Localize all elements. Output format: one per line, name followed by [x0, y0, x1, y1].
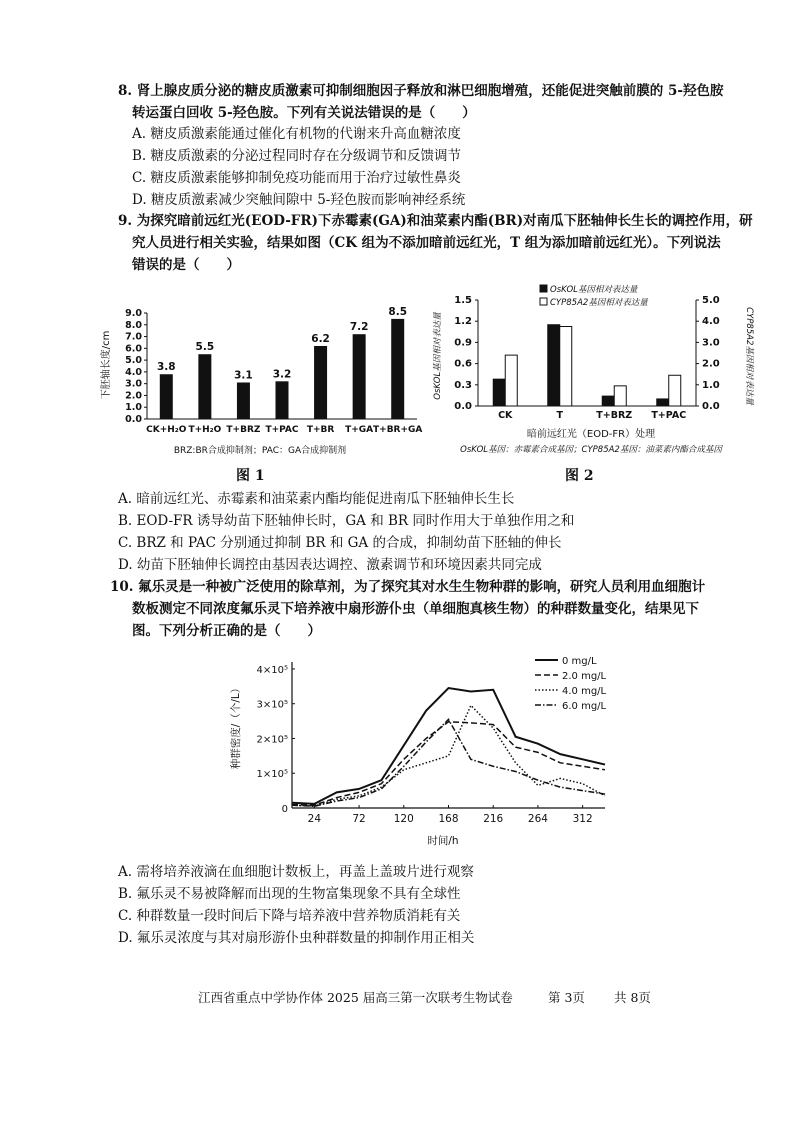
q9-stem-line1: 9. 为探究暗前远红光(EOD-FR)下赤霉素(GA)和油菜素内酯(BR)对南瓜下胚轴伸长生长的调控作用，研	[118, 213, 753, 229]
fig1-y-tick-label: 5.0	[125, 355, 142, 367]
fig1-value-label: 6.2	[311, 332, 330, 345]
footer-title: 江西省重点中学协作体 2025 届高三第一次联考生物试卷	[198, 990, 513, 1005]
fig1-note: BRZ:BR合成抑制剂；PAC：GA合成抑制剂	[173, 446, 347, 456]
fig2-left-tick-label: 0.9	[454, 337, 472, 349]
q10-stem-line3: 图。下列分析正确的是（ ）	[132, 623, 321, 639]
fig1-y-tick-label: 1.0	[125, 402, 142, 414]
fig3-x-tick-label: 312	[572, 813, 593, 825]
fig2-left-tick-label: 0.3	[454, 379, 472, 391]
fig3-x-tick-label: 168	[438, 813, 459, 825]
fig3-x-tick-label: 216	[483, 813, 504, 825]
fig2-x-tick-label: T+PAC	[651, 410, 687, 421]
fig2-right-tick-label: 2.0	[702, 358, 720, 370]
fig3-y-tick-label: 3×10⁵	[256, 699, 288, 711]
q8-stem-line2: 转运蛋白回收 5-羟色胺。下列有关说法错误的是（ ）	[132, 105, 476, 121]
q10-stem-line2: 数板测定不同浓度氟乐灵下培养液中扇形游仆虫（单细胞真核生物）的种群数量变化，结果见下	[132, 601, 699, 617]
q9-option-d: D. 幼苗下胚轴伸长调控由基因表达调控、激素调节和环境因素共同完成	[118, 557, 542, 573]
q8-option-c: C. 糖皮质激素能够抑制免疫功能而用于治疗过敏性鼻炎	[132, 170, 461, 186]
fig3-xlabel: 时间/h	[427, 835, 459, 847]
fig1-x-tick-label: T+BR	[306, 425, 335, 435]
fig2-legend-label: CYP85A2基因相对表达量	[550, 298, 648, 308]
figure3-line-chart	[225, 648, 625, 848]
fig2-left-tick-label: 0.0	[454, 401, 472, 412]
footer-page: 第 3页	[548, 990, 585, 1005]
fig1-y-tick-label: 0.0	[125, 414, 142, 425]
fig2-ylabel-left: OsKOL基因相对表达量	[433, 312, 443, 400]
fig2-x-tick-label: T+BRZ	[596, 410, 633, 421]
fig1-bar	[237, 382, 250, 419]
figure1-caption: 图 1	[236, 468, 265, 484]
fig2-right-tick-label: 4.0	[702, 316, 720, 328]
q8-option-a: A. 糖皮质激素能通过催化有机物的代谢来升高血糖浓度	[132, 126, 461, 142]
fig1-ylabel: 下胚轴长度/cm	[101, 330, 112, 400]
fig2-bar-cyp85a2	[669, 375, 681, 406]
fig2-legend-swatch	[540, 285, 547, 292]
fig2-bar-cyp85a2	[614, 386, 626, 406]
fig3-y-tick-label: 1×10⁵	[256, 769, 288, 781]
q9-option-c: C. BRZ 和 PAC 分别通过抑制 BR 和 GA 的合成，抑制幼苗下胚轴的伸长	[118, 535, 562, 551]
fig2-right-tick-label: 1.0	[702, 379, 720, 391]
fig2-right-tick-label: 0.0	[702, 401, 720, 412]
q10-option-d: D. 氟乐灵浓度与其对扇形游仆虫种群数量的抑制作用正相关	[118, 930, 475, 946]
fig1-y-tick-label: 9.0	[125, 308, 142, 319]
fig3-legend-label: 0 mg/L	[562, 656, 597, 667]
fig1-value-label: 3.1	[234, 369, 253, 382]
fig1-x-tick-label: T+GA	[345, 425, 374, 435]
fig1-x-tick-label: T+BRZ	[226, 425, 261, 435]
fig2-ylabel-right: CYP85A2基因相对表达量	[744, 307, 754, 405]
fig3-series-line	[292, 719, 605, 806]
fig3-y-tick-label: 2×10⁵	[256, 734, 288, 746]
fig1-y-tick-label: 6.0	[125, 343, 142, 355]
fig2-right-tick-label: 5.0	[702, 295, 720, 306]
fig3-x-tick-label: 120	[393, 813, 414, 825]
fig1-bar	[160, 374, 173, 419]
fig2-xlabel: 暗前远红光（EOD-FR）处理	[526, 429, 656, 440]
fig1-value-label: 5.5	[195, 341, 215, 354]
fig1-x-tick-label: T+BR+GA	[373, 425, 423, 435]
figure1-bar-chart	[95, 285, 425, 460]
fig3-ylabel: 种群密度/（个/L）	[230, 682, 242, 770]
q8-stem-line1: 8. 肾上腺皮质分泌的糖皮质激素可抑制细胞因子释放和淋巴细胞增殖，还能促进突触前膜的 5-羟色胺	[118, 83, 724, 99]
fig1-value-label: 8.5	[388, 305, 408, 318]
figure2-caption: 图 2	[565, 468, 594, 484]
q10-stem-line1: 10. 氟乐灵是一种被广泛使用的除草剂，为了探究其对水生生物种群的影响，研究人员利用血细胞计	[110, 579, 706, 595]
q8-option-d: D. 糖皮质激素减少突触间隙中 5-羟色胺而影响神经系统	[132, 192, 466, 208]
footer-total: 共 8页	[614, 990, 651, 1005]
fig1-bar	[276, 381, 289, 419]
fig1-value-label: 3.8	[156, 361, 176, 374]
fig1-x-tick-label: CK+H₂O	[146, 425, 187, 435]
fig2-note: OsKOL基因：赤霉素合成基因；CYP85A2基因：油菜素内酯合成基因	[460, 445, 722, 455]
fig1-x-tick-label: T+PAC	[265, 425, 299, 435]
fig2-bar-oskol	[493, 379, 505, 406]
fig3-x-tick-label: 72	[352, 813, 366, 825]
fig2-x-tick-label: CK	[498, 410, 513, 421]
fig1-y-tick-label: 4.0	[125, 366, 142, 378]
fig3-y-tick-label: 0	[281, 804, 288, 815]
fig1-y-tick-label: 3.0	[125, 378, 142, 390]
q9-stem-line2: 究人员进行相关实验，结果如图（CK 组为不添加暗前远红光，T 组为添加暗前远红光）。下列说法	[132, 235, 721, 251]
fig1-y-tick-label: 2.0	[125, 390, 142, 402]
fig3-x-tick-label: 264	[527, 813, 548, 825]
fig1-y-tick-label: 8.0	[125, 319, 142, 331]
fig1-bar	[314, 346, 327, 419]
fig2-bar-oskol	[548, 325, 560, 406]
q9-option-b: B. EOD-FR 诱导幼苗下胚轴伸长时，GA 和 BR 同时作用大于单独作用之和	[118, 513, 575, 529]
q10-option-a: A. 需将培养液滴在血细胞计数板上，再盖上盖玻片进行观察	[118, 864, 474, 880]
fig1-bar	[198, 354, 211, 419]
fig3-legend-label: 2.0 mg/L	[562, 671, 607, 682]
fig2-left-tick-label: 1.2	[454, 316, 472, 328]
fig2-bar-cyp85a2	[560, 327, 572, 407]
fig2-right-tick-label: 3.0	[702, 337, 720, 349]
q9-option-a: A. 暗前远红光、赤霉素和油菜素内酯均能促进南瓜下胚轴伸长生长	[118, 491, 515, 507]
fig1-x-tick-label: T+H₂O	[188, 425, 222, 435]
fig3-legend-label: 4.0 mg/L	[562, 686, 607, 697]
fig1-value-label: 7.2	[349, 321, 369, 334]
fig2-bar-oskol	[657, 399, 669, 406]
fig2-legend-swatch	[540, 298, 547, 305]
fig1-bar	[391, 319, 404, 419]
q8-option-b: B. 糖皮质激素的分泌过程同时存在分级调节和反馈调节	[132, 148, 462, 164]
fig1-value-label: 3.2	[272, 368, 292, 381]
fig3-x-tick-label: 24	[307, 813, 322, 825]
fig2-left-tick-label: 1.5	[454, 295, 472, 306]
fig1-bar	[353, 334, 366, 419]
q10-option-c: C. 种群数量一段时间后下降与培养液中营养物质消耗有关	[118, 908, 461, 924]
fig1-y-tick-label: 7.0	[125, 331, 142, 343]
q10-option-b: B. 氟乐灵不易被降解而出现的生物富集现象不具有全球性	[118, 886, 461, 902]
fig2-left-tick-label: 0.6	[454, 358, 472, 370]
fig3-legend-label: 6.0 mg/L	[562, 701, 607, 712]
figure2-bar-chart	[428, 280, 758, 455]
fig2-x-tick-label: T	[556, 410, 563, 421]
fig3-y-tick-label: 4×10⁵	[256, 664, 288, 676]
fig2-bar-oskol	[602, 396, 614, 406]
fig2-bar-cyp85a2	[505, 355, 517, 406]
q9-stem-line3: 错误的是（ ）	[132, 257, 240, 273]
fig2-legend-label: OsKOL基因相对表达量	[550, 285, 638, 295]
